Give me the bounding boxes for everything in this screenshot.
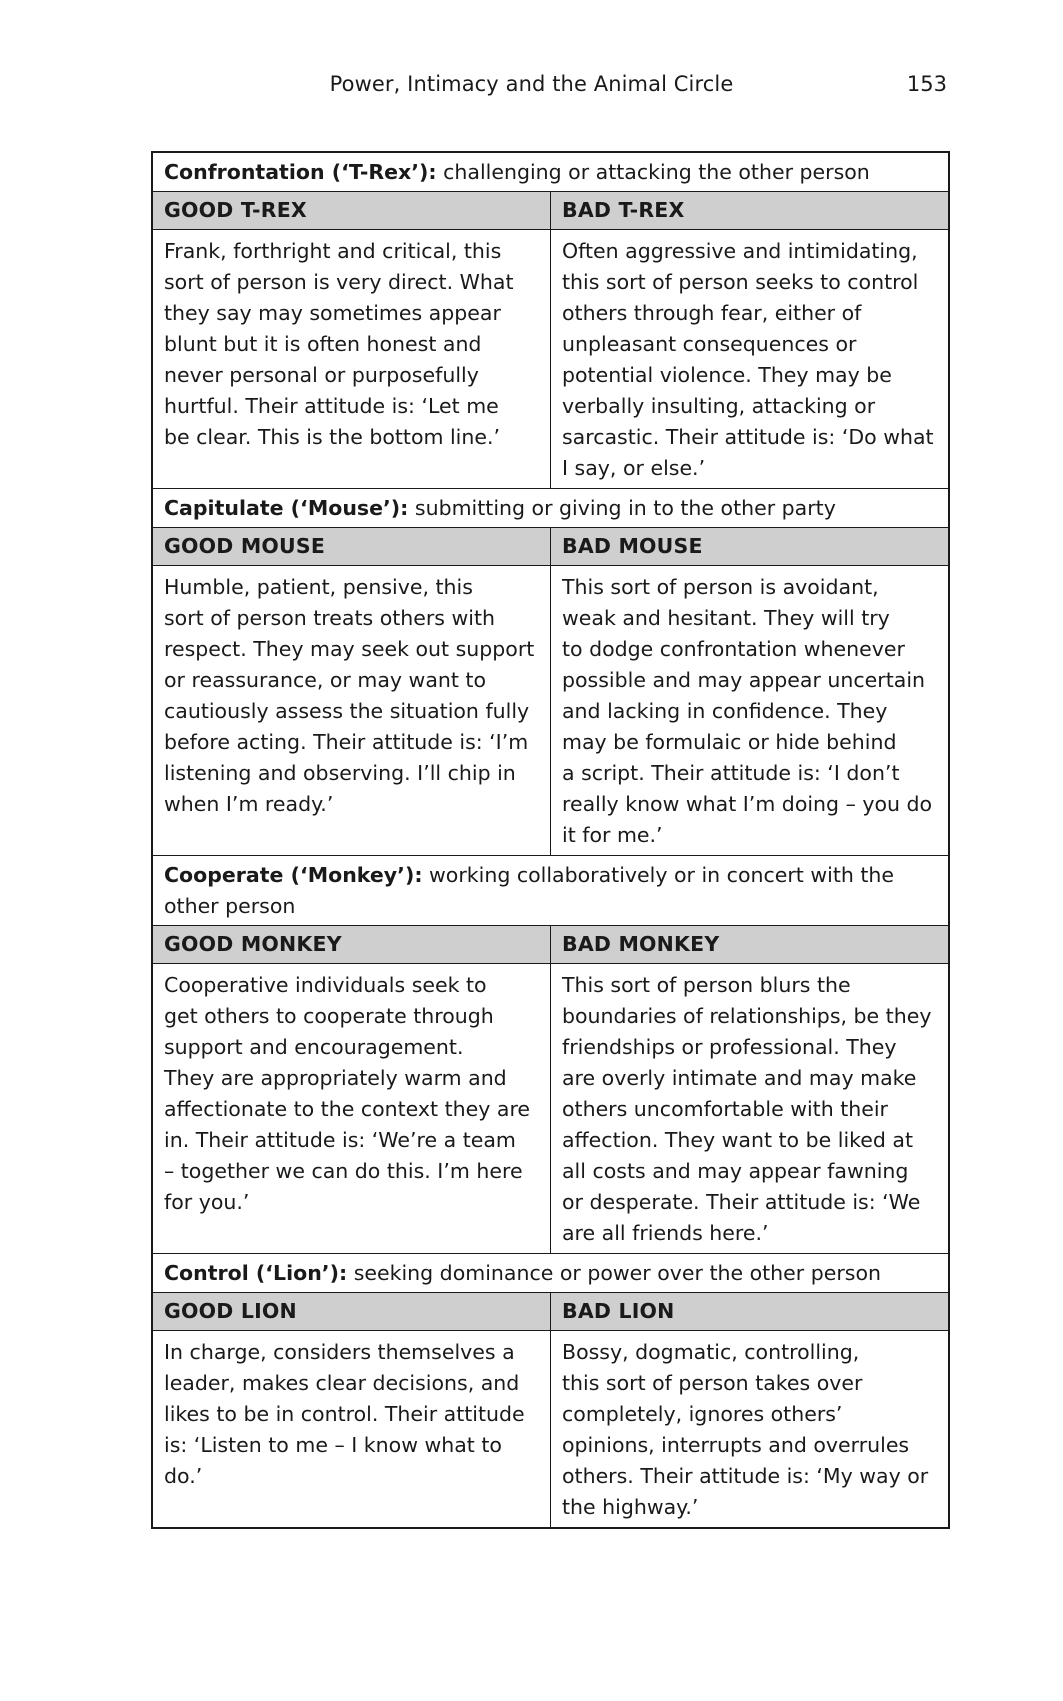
description-line: when I’m ready.’: [164, 792, 334, 816]
description-row: [152, 566, 949, 856]
description-line: for you.’: [164, 1190, 250, 1214]
description-line: they say may sometimes appear: [164, 301, 501, 325]
heading-row: [152, 926, 949, 964]
category-row: [152, 1254, 949, 1293]
category-row: [152, 152, 949, 192]
good-heading: GOOD T-REX: [152, 192, 551, 230]
description-line: all costs and may appear fawning: [562, 1159, 909, 1183]
running-header: [0, 72, 1063, 104]
bad-heading: BAD T-REX: [551, 192, 950, 230]
description-line: completely, ignores others’: [562, 1402, 843, 1426]
description-line: sort of person treats others with: [164, 606, 495, 630]
description-line: sort of person is very direct. What: [164, 270, 514, 294]
bad-description: [551, 1331, 950, 1529]
description-line: potential violence. They may be: [562, 363, 892, 387]
description-line: hurtful. Their attitude is: ‘Let me: [164, 394, 499, 418]
good-heading: GOOD LION: [152, 1293, 551, 1331]
description-line: this sort of person takes over: [562, 1371, 863, 1395]
bad-heading: BAD MOUSE: [551, 528, 950, 566]
table-body: [152, 152, 949, 1528]
description-line: Often aggressive and intimidating,: [562, 239, 918, 263]
description-line: In charge, considers themselves a: [164, 1340, 515, 1364]
description-line: They are appropriately warm and: [164, 1066, 507, 1090]
description-line: may be formulaic or hide behind: [562, 730, 897, 754]
description-line: boundaries of relationships, be they: [562, 1004, 932, 1028]
description-line: respect. They may seek out support: [164, 637, 535, 661]
good-description: [152, 566, 551, 856]
bad-heading: BAD MONKEY: [551, 926, 950, 964]
description-line: it for me.’: [562, 823, 663, 847]
category-cell: [152, 856, 949, 926]
description-line: weak and hesitant. They will try: [562, 606, 890, 630]
description-line: before acting. Their attitude is: ‘I’m: [164, 730, 529, 754]
category-description: working collaboratively or in concert with the other person: [164, 863, 895, 918]
description-line: others through fear, either of: [562, 301, 862, 325]
description-line: to dodge confrontation whenever: [562, 637, 905, 661]
description-line: the highway.’: [562, 1495, 699, 1519]
description-line: friendships or professional. They: [562, 1035, 897, 1059]
category-description: submitting or giving in to the other party: [408, 496, 836, 520]
description-line: This sort of person blurs the: [562, 973, 851, 997]
category-row: [152, 856, 949, 926]
description-line: others uncomfortable with their: [562, 1097, 888, 1121]
description-line: or desperate. Their attitude is: ‘We: [562, 1190, 921, 1214]
description-line: is: ‘Listen to me – I know what to: [164, 1433, 502, 1457]
running-title: Power, Intimacy and the Animal Circle: [329, 72, 734, 96]
bad-description: [551, 230, 950, 489]
description-line: are overly intimate and may make: [562, 1066, 917, 1090]
category-cell: [152, 489, 949, 528]
category-name: Cooperate (‘Monkey’):: [164, 863, 423, 887]
description-line: are all friends here.’: [562, 1221, 769, 1245]
description-line: verbally insulting, attacking or: [562, 394, 876, 418]
description-line: this sort of person seeks to control: [562, 270, 919, 294]
description-line: Cooperative individuals seek to: [164, 973, 487, 997]
description-line: or reassurance, or may want to: [164, 668, 487, 692]
heading-row: [152, 1293, 949, 1331]
bad-description: [551, 964, 950, 1254]
description-line: others. Their attitude is: ‘My way or: [562, 1464, 929, 1488]
category-cell: [152, 152, 949, 192]
description-line: affectionate to the context they are: [164, 1097, 531, 1121]
good-description: [152, 230, 551, 489]
description-line: get others to cooperate through: [164, 1004, 494, 1028]
description-line: – together we can do this. I’m here: [164, 1159, 523, 1183]
description-line: really know what I’m doing – you do: [562, 792, 933, 816]
heading-row: [152, 528, 949, 566]
category-name: Control (‘Lion’):: [164, 1261, 348, 1285]
description-line: possible and may appear uncertain: [562, 668, 926, 692]
description-line: do.’: [164, 1464, 203, 1488]
page-number: 153: [906, 72, 947, 96]
description-line: and lacking in confidence. They: [562, 699, 888, 723]
description-line: This sort of person is avoidant,: [562, 575, 879, 599]
bad-description: [551, 566, 950, 856]
description-line: a script. Their attitude is: ‘I don’t: [562, 761, 900, 785]
category-name: Capitulate (‘Mouse’):: [164, 496, 409, 520]
good-description: [152, 1331, 551, 1529]
good-heading: GOOD MOUSE: [152, 528, 551, 566]
description-line: never personal or purposefully: [164, 363, 479, 387]
description-line: affection. They want to be liked at: [562, 1128, 914, 1152]
description-line: Humble, patient, pensive, this: [164, 575, 473, 599]
description-line: in. Their attitude is: ‘We’re a team: [164, 1128, 516, 1152]
description-line: leader, makes clear decisions, and: [164, 1371, 520, 1395]
description-line: opinions, interrupts and overrules: [562, 1433, 910, 1457]
description-line: Bossy, dogmatic, controlling,: [562, 1340, 860, 1364]
description-line: I say, or else.’: [562, 456, 706, 480]
description-line: be clear. This is the bottom line.’: [164, 425, 501, 449]
description-line: unpleasant consequences or: [562, 332, 857, 356]
description-row: [152, 1331, 949, 1529]
category-cell: [152, 1254, 949, 1293]
description-line: Frank, forthright and critical, this: [164, 239, 502, 263]
bad-heading: BAD LION: [551, 1293, 950, 1331]
animal-circle-table: [151, 151, 950, 1529]
category-name: Confrontation (‘T-Rex’):: [164, 160, 437, 184]
description-row: [152, 230, 949, 489]
description-line: cautiously assess the situation fully: [164, 699, 530, 723]
category-description: challenging or attacking the other person: [436, 160, 870, 184]
category-row: [152, 489, 949, 528]
good-heading: GOOD MONKEY: [152, 926, 551, 964]
description-line: support and encouragement.: [164, 1035, 464, 1059]
description-row: [152, 964, 949, 1254]
description-line: blunt but it is often honest and: [164, 332, 482, 356]
description-line: likes to be in control. Their attitude: [164, 1402, 525, 1426]
good-description: [152, 964, 551, 1254]
description-line: listening and observing. I’ll chip in: [164, 761, 516, 785]
description-line: sarcastic. Their attitude is: ‘Do what: [562, 425, 934, 449]
category-description: seeking dominance or power over the other person: [347, 1261, 882, 1285]
heading-row: [152, 192, 949, 230]
